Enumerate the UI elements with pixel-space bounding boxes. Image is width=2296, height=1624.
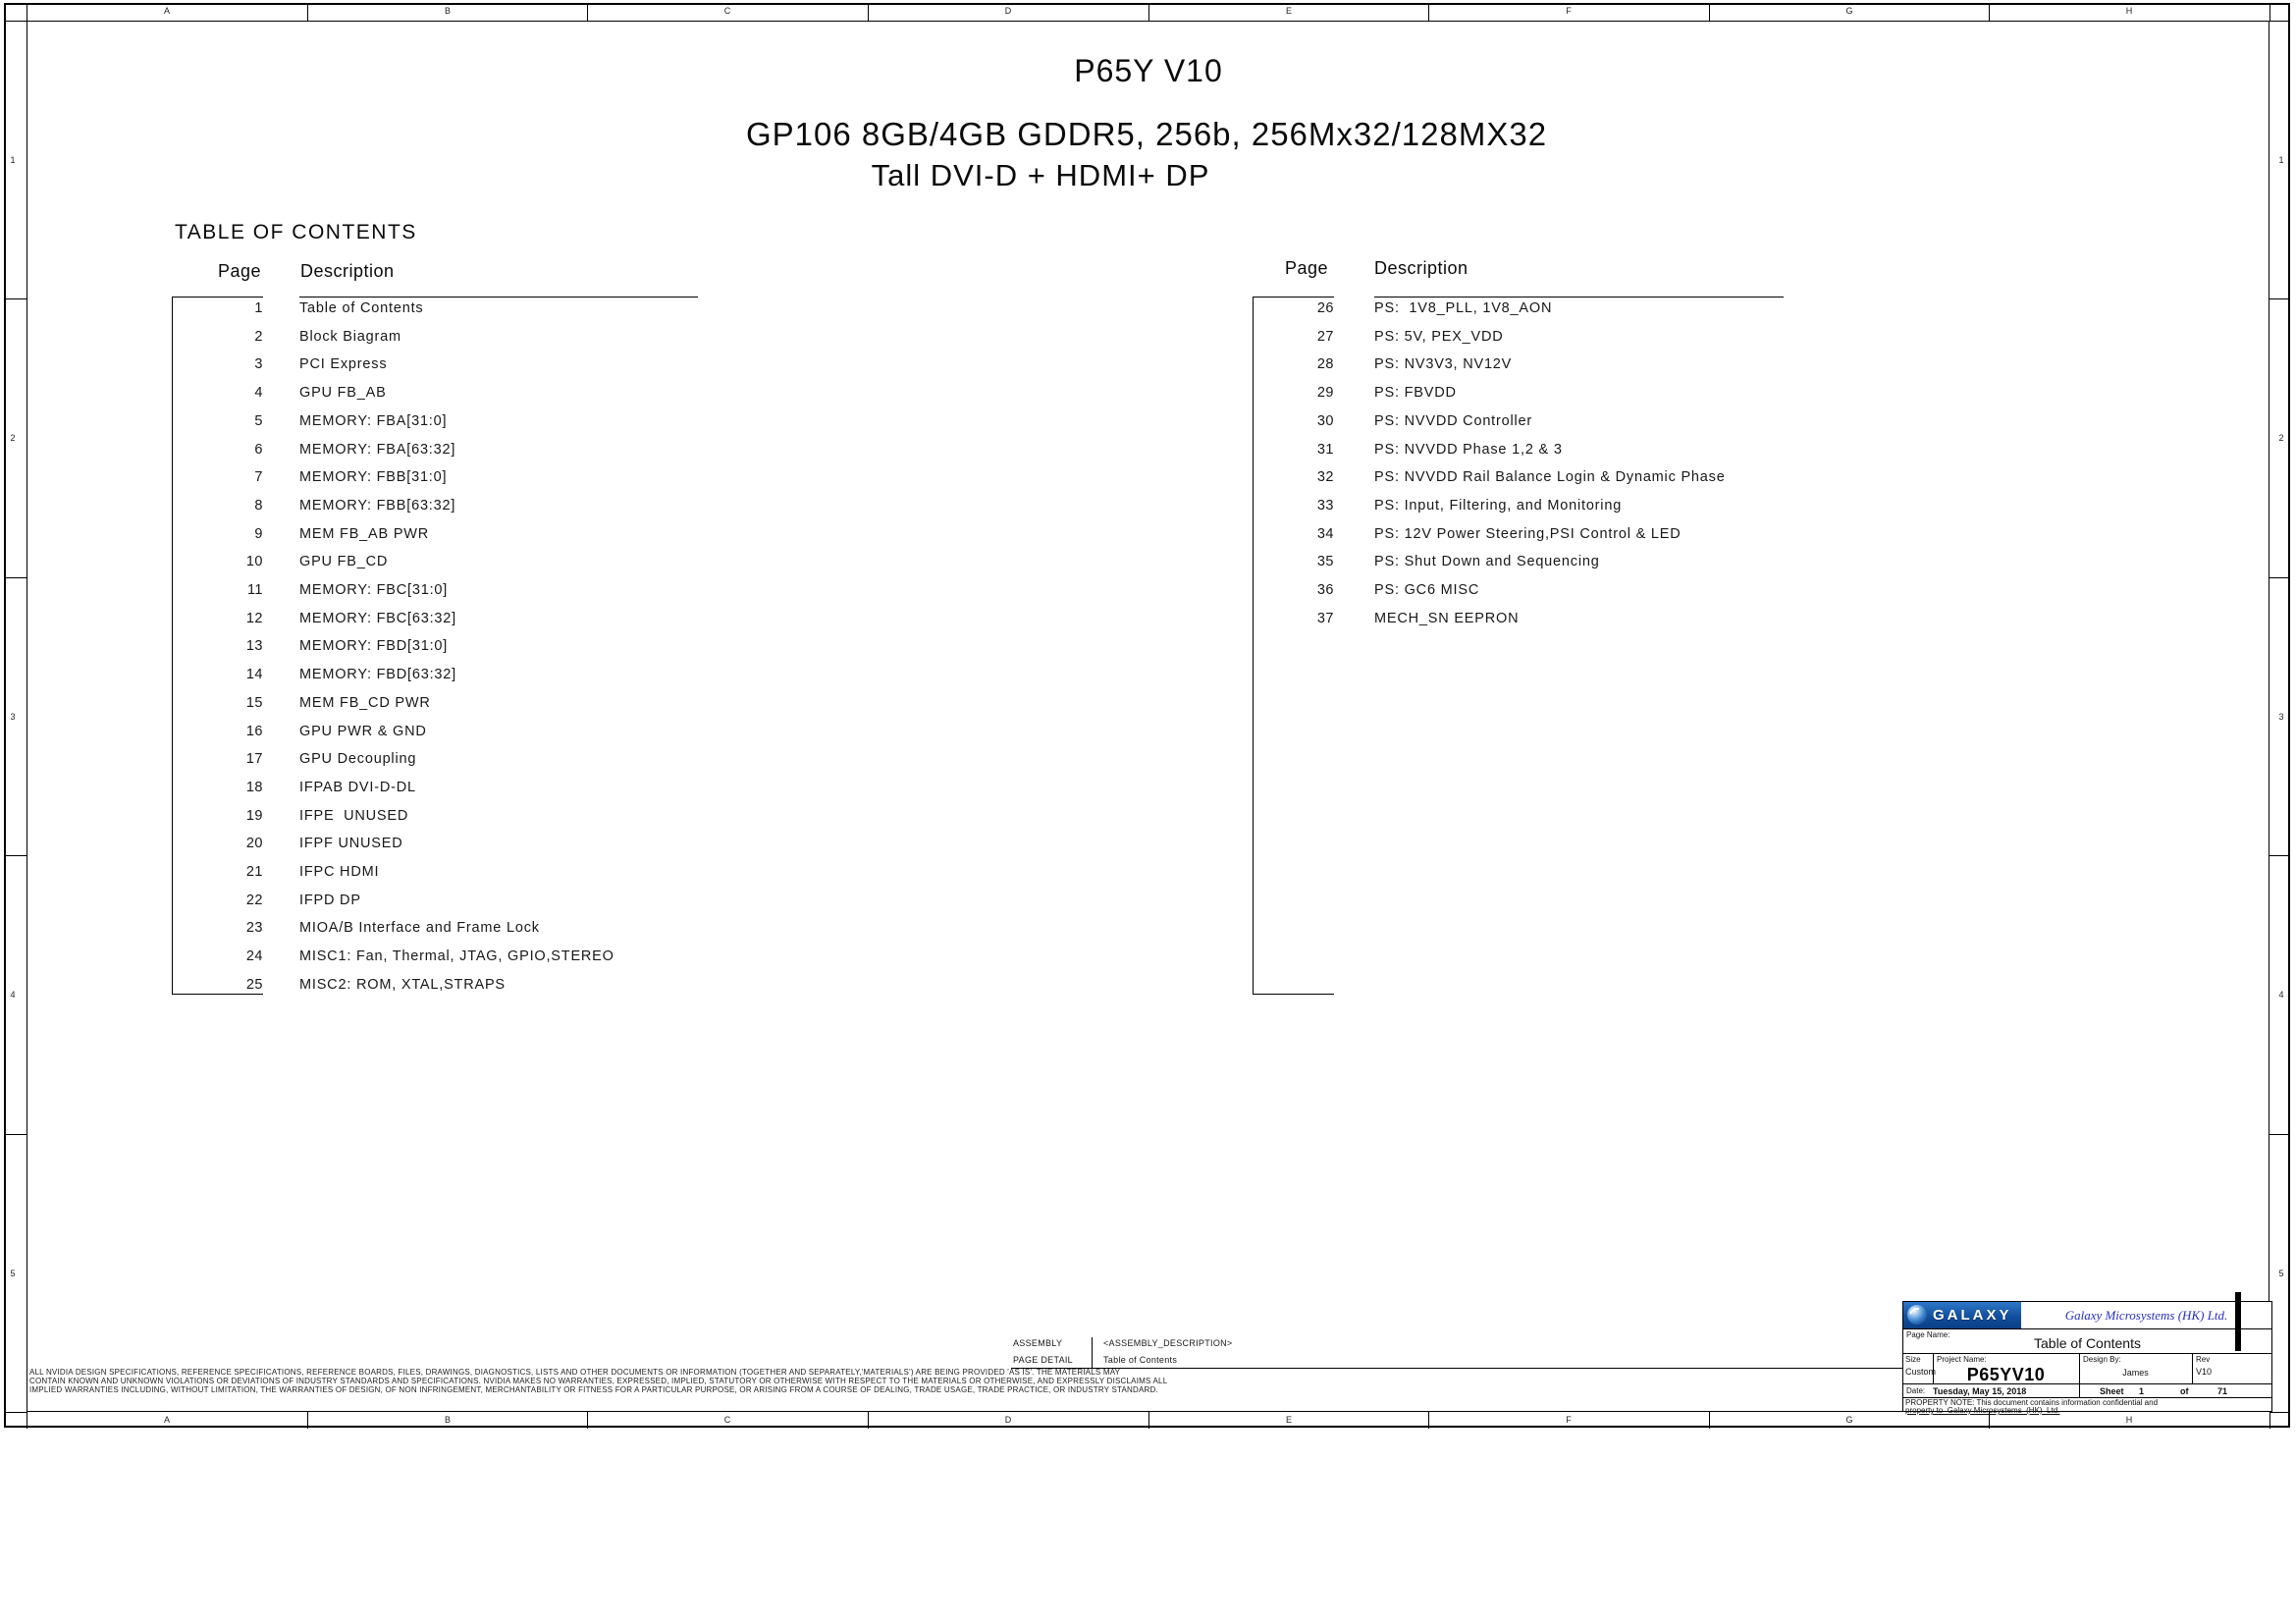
rule-line: [1092, 1337, 1093, 1368]
toc-page-number: 22: [245, 893, 263, 908]
frame-tick: [1428, 4, 1429, 21]
toc-page-number: 9: [254, 526, 263, 542]
toc-page-number: 4: [254, 385, 263, 401]
toc-description: MIOA/B Interface and Frame Lock: [299, 920, 540, 936]
title-block: [1902, 1301, 2272, 1415]
toc-page-number: 19: [245, 808, 263, 824]
frame-column-label: E: [1285, 1415, 1292, 1425]
galaxy-logo-sphere-icon: [1907, 1305, 1927, 1325]
title-block-pagename-row: [1903, 1328, 2271, 1353]
toc-page-number: 25: [245, 977, 263, 993]
toc-description: PS: NVVDD Phase 1,2 & 3: [1374, 442, 1563, 458]
property-note-line1: PROPERTY NOTE: This document contains information confidential and: [1905, 1398, 2159, 1407]
toc-description: PS: Input, Filtering, and Monitoring: [1374, 498, 1623, 514]
doc-subtitle2: Tall DVI-D + HDMI+ DP: [871, 158, 1210, 192]
toc-description: GPU Decoupling: [299, 751, 417, 767]
sheet-number: 1: [2139, 1386, 2145, 1396]
frame-column-label: H: [2125, 6, 2133, 16]
toc-page-number: 8: [254, 498, 263, 514]
frame-tick: [868, 1412, 869, 1429]
toc-page-number: 32: [1316, 469, 1334, 485]
page-name-label: Page Name:: [1906, 1330, 1950, 1339]
toc-page-number: 3: [254, 356, 263, 372]
frame-row-label: 3: [2278, 712, 2284, 722]
toc-description: Block Biagram: [299, 329, 401, 345]
toc-description: PS: FBVDD: [1374, 385, 1457, 401]
frame-row-label: 4: [2278, 990, 2284, 1000]
toc-description: PS: 5V, PEX_VDD: [1374, 329, 1504, 345]
frame-column-label: G: [1845, 6, 1853, 16]
rev-label: Rev: [2196, 1355, 2211, 1364]
toc-page-number: 7: [254, 469, 263, 485]
frame-tick: [2269, 4, 2270, 21]
frame-tick: [1148, 1412, 1149, 1429]
company-name: Galaxy Microsystems (HK) Ltd.: [2064, 1308, 2228, 1323]
frame-tick: [4, 1412, 27, 1413]
frame-tick: [1428, 1412, 1429, 1429]
page-name-value: Table of Contents: [2034, 1335, 2141, 1351]
toc-page-number: 18: [245, 780, 263, 795]
frame-tick: [2269, 298, 2290, 299]
toc-page-number: 27: [1316, 329, 1334, 345]
toc-description: MISC1: Fan, Thermal, JTAG, GPIO,STEREO: [299, 948, 614, 964]
frame-tick: [1148, 4, 1149, 21]
toc-description: GPU FB_CD: [299, 554, 389, 569]
title-block-main-row: [1903, 1353, 2271, 1383]
frame-row-label: 5: [10, 1269, 16, 1278]
toc-page-number: 2: [254, 329, 263, 345]
frame-row-label: 1: [10, 155, 16, 165]
frame-tick: [307, 4, 308, 21]
toc-description: MEMORY: FBC[63:32]: [299, 611, 456, 626]
project-name-value: P65YV10: [1966, 1365, 2046, 1384]
toc-page-number: 10: [245, 554, 263, 569]
toc-page-number: 1: [254, 300, 263, 316]
frame-row-label: 2: [2278, 433, 2284, 443]
frame-column-label: H: [2125, 1415, 2133, 1425]
toc-description: PS: 1V8_PLL, 1V8_AON: [1374, 300, 1553, 316]
rule-line: [172, 994, 263, 995]
sheet-label: Sheet: [2100, 1386, 2124, 1396]
toc-page-number: 5: [254, 413, 263, 429]
binding-mark: [2235, 1292, 2241, 1351]
frame-column-label: E: [1285, 6, 1292, 16]
size-value: Custom: [1905, 1367, 1937, 1377]
disclaimer-line: CONTAIN KNOWN AND UNKNOWN VIOLATIONS OR DEVIATIONS OF INDUSTRY STANDARDS AND SPECIFICATIONS. NVIDIA MAKES NO WARRANTIES, EXPRESSED, IMPLIED, STATUTORY OR OTHERWISE WITH RESPECT TO THE MATERIALS OR OTHERWISE, AND EXPRESSLY DISCLAIMS ALL: [29, 1377, 1168, 1385]
galaxy-logo-text: GALAXY: [1933, 1307, 2012, 1324]
frame-column-label: F: [1566, 6, 1572, 16]
frame-tick: [868, 4, 869, 21]
frame-column-label: D: [1004, 6, 1012, 16]
date-value: Tuesday, May 15, 2018: [1933, 1386, 2027, 1396]
toc-page-number: 6: [254, 442, 263, 458]
toc-description: PS: NVVDD Controller: [1374, 413, 1533, 429]
size-label: Size: [1905, 1355, 1921, 1364]
frame-tick: [1989, 4, 1990, 21]
toc-right-page-header: Page: [1285, 258, 1329, 278]
frame-tick: [4, 855, 27, 856]
toc-description: PS: NV3V3, NV12V: [1374, 356, 1513, 372]
frame-tick: [2269, 577, 2290, 578]
frame-row-label: 1: [2278, 155, 2284, 165]
assembly-description: <ASSEMBLY_DESCRIPTION>: [1103, 1338, 1233, 1348]
rule-line: [172, 297, 263, 298]
frame-tick: [307, 1412, 308, 1429]
toc-description: PS: Shut Down and Sequencing: [1374, 554, 1600, 569]
frame-column-label: B: [444, 1415, 451, 1425]
frame-tick: [2269, 21, 2290, 22]
galaxy-logo: [1903, 1302, 2021, 1328]
cell-divider: [2079, 1384, 2080, 1397]
toc-description: MISC2: ROM, XTAL,STRAPS: [299, 977, 506, 993]
toc-page-number: 31: [1316, 442, 1334, 458]
frame-tick: [2269, 1412, 2270, 1429]
toc-description: MEMORY: FBD[31:0]: [299, 638, 449, 654]
toc-heading: TABLE OF CONTENTS: [175, 221, 417, 244]
sheet-of-label: of: [2180, 1386, 2189, 1396]
disclaimer-line: IMPLIED WARRANTIES INCLUDING, WITHOUT LIMITATION, THE WARRANTIES OF DESIGN, OF NON INFRINGEMENT, MERCHANTABILITY OR FITNESS FOR A PARTICULAR PURPOSE, OR ARISING FROM A COURSE OF DEALING, TRADE USAGE, TRADE PRACTICE, OR INDUSTRY STANDARD.: [29, 1385, 1158, 1394]
toc-page-number: 30: [1316, 413, 1334, 429]
frame-column-label: G: [1845, 1415, 1853, 1425]
rev-value: V10: [2196, 1367, 2213, 1377]
rule-line: [1253, 297, 1254, 995]
toc-description: MEM FB_AB PWR: [299, 526, 430, 542]
frame-row-label: 5: [2278, 1269, 2284, 1278]
frame-row-label: 3: [10, 712, 16, 722]
frame-column-label: C: [723, 6, 731, 16]
toc-page-number: 15: [245, 695, 263, 711]
toc-left-description-header: Description: [300, 261, 395, 281]
frame-column-label: B: [444, 6, 451, 16]
toc-page-number: 33: [1316, 498, 1334, 514]
sheet-total: 71: [2217, 1386, 2228, 1396]
toc-page-number: 35: [1316, 554, 1334, 569]
doc-subtitle: GP106 8GB/4GB GDDR5, 256b, 256Mx32/128MX32: [745, 116, 1548, 152]
toc-description: MEMORY: FBC[31:0]: [299, 582, 449, 598]
toc-description: MEMORY: FBB[63:32]: [299, 498, 456, 514]
toc-right-description-header: Description: [1374, 258, 1468, 278]
title-block-date-row: [1903, 1383, 2271, 1397]
toc-left-page-header: Page: [218, 261, 262, 281]
toc-page-number: 28: [1316, 356, 1334, 372]
frame-tick: [587, 4, 588, 21]
toc-page-number: 23: [245, 920, 263, 936]
toc-description: IFPE UNUSED: [299, 808, 409, 824]
toc-description: PCI Express: [299, 356, 388, 372]
frame-tick: [4, 21, 27, 22]
toc-description: MEM FB_CD PWR: [299, 695, 431, 711]
assembly-page-value: Table of Contents: [1103, 1355, 1178, 1365]
assembly-page-label: PAGE DETAIL: [1013, 1355, 1073, 1365]
assembly-label: ASSEMBLY: [1013, 1338, 1063, 1348]
cell-divider: [2192, 1354, 2193, 1383]
toc-page-number: 17: [245, 751, 263, 767]
toc-page-number: 26: [1316, 300, 1334, 316]
toc-page-number: 24: [245, 948, 263, 964]
frame-row-label: 2: [10, 433, 16, 443]
toc-page-number: 11: [246, 582, 263, 598]
rule-line: [1374, 297, 1784, 298]
project-name-label: Project Name:: [1937, 1355, 1987, 1364]
toc-page-number: 37: [1316, 611, 1334, 626]
toc-page-number: 36: [1316, 582, 1334, 598]
toc-page-number: 20: [245, 836, 263, 851]
toc-page-number: 16: [245, 724, 263, 739]
frame-tick: [2269, 1134, 2290, 1135]
rule-line: [1253, 994, 1334, 995]
toc-description: PS: GC6 MISC: [1374, 582, 1480, 598]
date-label: Date:: [1906, 1386, 1926, 1395]
toc-page-number: 29: [1316, 385, 1334, 401]
rule-line: [1011, 1368, 1914, 1369]
toc-page-number: 21: [245, 864, 263, 880]
toc-page-number: 12: [245, 611, 263, 626]
toc-page-number: 34: [1316, 526, 1334, 542]
frame-tick: [4, 298, 27, 299]
toc-description: MEMORY: FBA[31:0]: [299, 413, 448, 429]
toc-description: Table of Contents: [299, 300, 424, 316]
rule-line: [299, 297, 698, 298]
frame-tick: [2269, 1412, 2290, 1413]
toc-description: IFPAB DVI-D-DL: [299, 780, 416, 795]
toc-description: MECH_SN EEPRON: [1374, 611, 1520, 626]
property-note-line2: property to Galaxy Microsystems (HK) Ltd.: [1905, 1406, 2060, 1415]
toc-description: MEMORY: FBA[63:32]: [299, 442, 456, 458]
rule-line: [172, 297, 173, 995]
design-by-label: Design By:: [2083, 1355, 2121, 1364]
toc-page-number: 13: [245, 638, 263, 654]
toc-description: PS: 12V Power Steering,PSI Control & LED: [1374, 526, 1682, 542]
frame-column-label: A: [163, 1415, 170, 1425]
rule-line: [1253, 297, 1334, 298]
frame-row-label: 4: [10, 990, 16, 1000]
frame-column-label: F: [1566, 1415, 1572, 1425]
design-by-value: James: [2122, 1368, 2149, 1378]
toc-description: IFPC HDMI: [299, 864, 380, 880]
frame-column-label: C: [723, 1415, 731, 1425]
frame-tick: [2269, 855, 2290, 856]
frame-tick: [587, 1412, 588, 1429]
frame-tick: [1709, 4, 1710, 21]
disclaimer-line: ALL NVIDIA DESIGN SPECIFICATIONS, REFERENCE SPECIFICATIONS, REFERENCE BOARDS, FILES, DRAWINGS, DIAGNOSTICS, LISTS AND OTHER DOCUMENTS OR INFORMATION (TOGETHER AND SEPARATELY,'MATERIALS') ARE BEING PROVIDED 'AS IS'. THE MATERIALS MAY: [29, 1368, 1121, 1377]
toc-page-number: 14: [245, 667, 263, 682]
toc-description: IFPD DP: [299, 893, 361, 908]
frame-tick: [4, 577, 27, 578]
frame-column-label: D: [1004, 1415, 1012, 1425]
toc-description: GPU PWR & GND: [299, 724, 427, 739]
toc-description: PS: NVVDD Rail Balance Login & Dynamic Phase: [1374, 469, 1726, 485]
frame-tick: [4, 1134, 27, 1135]
frame-tick: [1709, 1412, 1710, 1429]
title-block-note-row: [1903, 1397, 2271, 1415]
doc-title: P65Y V10: [1074, 53, 1223, 88]
toc-description: IFPF UNUSED: [299, 836, 403, 851]
toc-description: MEMORY: FBB[31:0]: [299, 469, 448, 485]
toc-description: MEMORY: FBD[63:32]: [299, 667, 456, 682]
frame-column-label: A: [163, 6, 170, 16]
toc-description: GPU FB_AB: [299, 385, 387, 401]
